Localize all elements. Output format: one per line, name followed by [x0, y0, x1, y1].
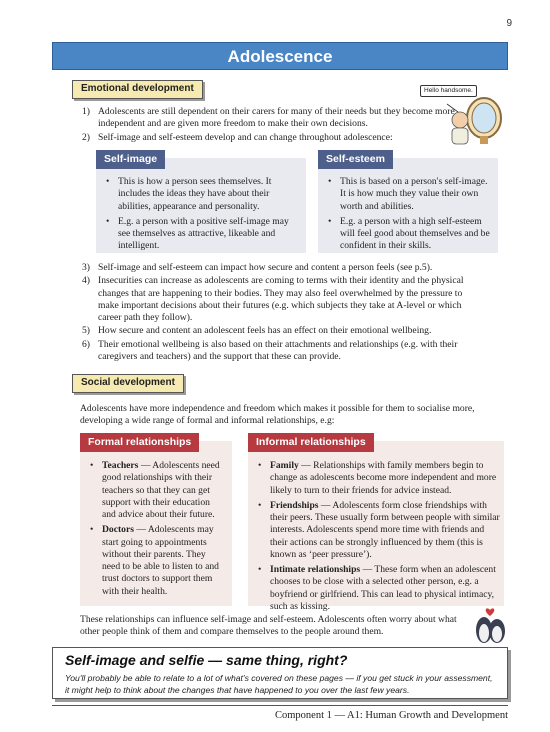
informal-bullets — [256, 460, 500, 616]
list-item: 6) Their emotional wellbeing is also based on their attachments and relationships (e.g. with their caregivers and teachers) and the support that these can provide. — [82, 338, 458, 362]
list-item: • Family — Relationships with family members begin to change as adolescents become more independent and more likely to turn to their friends for advice instead. — [256, 460, 500, 497]
footer: Component 1 — A1: Human Growth and Development — [274, 710, 508, 721]
informal-relationships-heading: Informal relationships — [248, 433, 374, 452]
formal-bullets — [88, 460, 226, 601]
emotional-list-bottom — [82, 262, 478, 364]
self-image-bullets — [104, 176, 300, 256]
social-outro: These relationships can influence self-image and self-esteem. Adolescents often worry about what other people think of them and compare themselves to the people around them. — [80, 614, 457, 638]
emotional-list-top — [82, 106, 462, 145]
self-esteem-heading: Self-esteem — [318, 150, 393, 169]
footer-rule — [52, 705, 508, 706]
list-item: • Friendships — Adolescents form close friendships with their peers. These usually form between people with similar interests. Adolescents spend more time with friends and their actions can be strongly influenced by them (this is known as ‘peer pressure’). — [256, 500, 500, 561]
callout-text: You'll probably be able to relate to a lot of what's covered on these pages — if you get stuck in your assessment, it might help to think about the changes that have happened to you over the last few years. — [65, 672, 493, 695]
list-item: • E.g. a person with a high self-esteem will feel good about themselves and be confident in their skills. — [326, 216, 494, 253]
page-number: 9 — [506, 18, 512, 29]
page-title: Adolescence — [52, 42, 508, 70]
list-item: 1) Adolescents are still dependent on their carers for many of their needs but they become more independent and are given more freedom to make their own decisions. — [82, 106, 455, 130]
summary-callout — [52, 647, 508, 699]
self-image-heading: Self-image — [96, 150, 165, 169]
penguins-illustration — [472, 606, 508, 646]
list-item: • E.g. a person with a positive self-image may see themselves as attractive, likeable and intelligent. — [104, 216, 300, 253]
list-item: • Doctors — Adolescents may start going to appointments without their parents. They need to be able to listen to and trust doctors to support them with their health. — [88, 524, 226, 598]
emotional-development-heading: Emotional development — [72, 80, 203, 99]
list-item: • This is based on a person's self-image. It is how much they value their own worth and abilities. — [326, 176, 494, 213]
social-intro: Adolescents have more independence and freedom which makes it possible for them to socialise more, developing a wide range of formal and informal relationships, e.g: — [80, 403, 475, 427]
list-item: • This is how a person sees themselves. It includes the ideas they have about their abilities, appearance and personality. — [104, 176, 300, 213]
list-item: 4) Insecurities can increase as adolescents are coming to terms with their identity and the physical changes that are happening to their bodies. They may also feel overwhelmed by the pressure to make important decisions about their futures (e.g. which subjects they take at A-level or which career path they follow). — [82, 275, 464, 324]
speech-bubble: Hello handsome. — [420, 85, 477, 97]
list-item: • Intimate relationships — These form when an adolescent chooses to be close with a selected other person, e.g. a boyfriend or girlfriend. This can lead to physical intimacy, such as kissing. — [256, 564, 500, 613]
list-item: 5) How secure and content an adolescent feels has an effect on their emotional wellbeing. — [82, 325, 432, 337]
list-item: 2) Self-image and self-esteem develop and can change throughout adolescence: — [82, 131, 393, 143]
social-development-heading: Social development — [72, 374, 184, 393]
list-item: • Teachers — Adolescents need good relationships with their teachers so that they can get support with their education and advice about their future. — [88, 460, 226, 521]
list-item: 3) Self-image and self-esteem can impact how secure and content a person feels (see p.5). — [82, 262, 433, 273]
self-esteem-bullets — [326, 176, 494, 256]
callout-title: Self-image and selfie — same thing, right? — [65, 652, 348, 668]
formal-relationships-heading: Formal relationships — [80, 433, 199, 452]
